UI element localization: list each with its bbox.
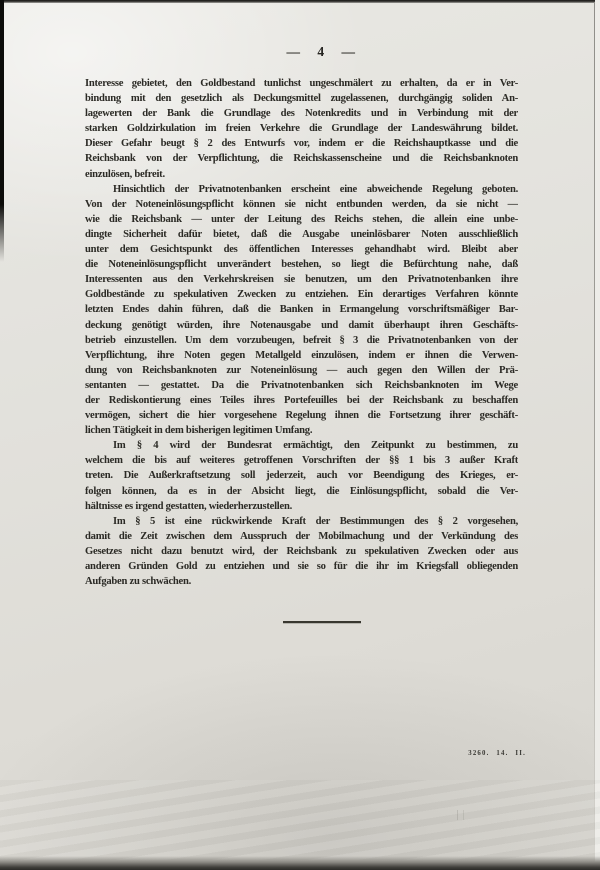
page-number: — 4 — [286, 44, 356, 59]
text-line: hältnisse es irgend gestatten, wiederherzustellen. [85, 500, 292, 512]
text-line: welchem die bis auf weiteres getroffenen Vorschriften der §§ 1 bis 3 außer Kraft [85, 455, 518, 467]
scan-edge-bottom [0, 856, 600, 870]
text-line: Im § 4 wird der Bundesrat ermächtigt, den Zeitpunkt zu bestimmen, zu [113, 440, 518, 452]
text-line: Interessenten aus den Verkehrskreisen sie benutzen, um den Privatnotenbanken ihre [85, 274, 518, 286]
text-line: Reichsbank von der Verpflichtung, die Reichskassenscheine und die Reichsbanknoten [85, 153, 518, 165]
text-line: der Rediskontierung eines Teiles ihres Portefeuilles bei der Reichsbank zu beschaffen [85, 394, 518, 406]
text-line: Verpflichtung, ihre Noten gegen Metallgeld einzulösen, indem er ihnen die Verwen- [85, 349, 518, 361]
scan-edge-top [0, 0, 600, 3]
document-body [85, 76, 518, 589]
text-line: damit die Zeit zwischen dem Ausspruch der Mobilmachung und der Verkündung des [85, 530, 518, 542]
text-line: betrieb einzustellen. Um dem vorzubeugen, befreit § 3 die Privatnotenbanken von der [85, 334, 518, 346]
text-line: einzulösen, befreit. [85, 168, 165, 180]
text-line: letzten Endes dahin führen, daß die Banken in Ermangelung vorschriftsmäßiger Bar- [85, 304, 518, 316]
scan-edge-right-paper [595, 0, 600, 862]
paper-wrinkle-texture [0, 780, 600, 860]
text-line: unter dem Gesichtspunkt des öffentlichen Interesses gehandhabt wird. Bleibt aber [85, 244, 518, 256]
text-line: treten. Die Außerkraftsetzung soll jederzeit, auch vor Beendigung des Krieges, er- [85, 470, 518, 482]
text-line: die Noteneinlösungspflicht unverändert bestehen, so liegt die Befürchtung nahe, daß [85, 259, 518, 271]
text-line: Im § 5 ist eine rückwirkende Kraft der Bestimmungen des § 2 vorgesehen, [113, 515, 518, 527]
text-line: bindung mit den gesetzlich als Deckungsmittel zugelassenen, durchgängig soliden An- [85, 93, 518, 105]
text-line: lichen Tätigkeit in dem bisherigen legitimen Umfang. [85, 425, 313, 437]
text-line: sentanten — gestattet. Da die Privatnotenbanken sich Reichsbanknoten im Wege [85, 379, 518, 391]
text-line: lagewerten der Bank die Grundlage des Notenkredits und in Verbindung mit der [85, 108, 518, 120]
text-line: Hinsichtlich der Privatnotenbanken erscheint eine abweichende Regelung geboten. [113, 183, 518, 195]
text-line: Von der Noteneinlösungspflicht können sie nicht entbunden werden, da sie nicht — [85, 198, 518, 210]
scan-edge-right [594, 2, 595, 858]
text-line: Gesetzes nicht dazu benutzt wird, der Reichsbank zu spekulativen Zwecken oder aus [85, 545, 518, 557]
scan-edge-left [0, 0, 4, 262]
section-divider [283, 621, 361, 623]
text-line: Aufgaben zu schwächen. [85, 576, 192, 588]
text-line: dung von Reichsbanknoten zur Noteneinlösung — auch gegen den Willen der Prä- [85, 364, 518, 376]
text-line: dingte Sicherheit dafür bietet, daß die Ausgabe uneinlösbarer Noten ausschließlich [85, 228, 518, 240]
text-line: Dieser Gefahr beugt § 2 des Entwurfs vor, indem er die Reichshauptkasse und die [85, 138, 518, 150]
text-line: wie die Reichsbank — unter der Leitung des Reichs stehen, die allein eine unbe- [85, 213, 518, 225]
text-line: vermögen, sichert die hier vorgesehene Regelung ihnen die Fortsetzung ihrer geschäft- [85, 410, 518, 422]
text-line: deckung genötigt würden, ihre Notenausgabe und damit überhaupt ihren Geschäfts- [85, 319, 518, 331]
text-line: anderen Gründen Gold zu entziehen und sie so für die ihr im Kriegsfall obliegenden [85, 561, 518, 572]
paper-smudge [457, 810, 464, 820]
text-line: Interesse gebietet, den Goldbestand tunlichst ungeschmälert zu erhalten, da er in Ver- [85, 78, 518, 89]
text-line: folgen können, da es in der Absicht liegt, die Einlösungspflicht, sobald die Ver- [85, 485, 518, 497]
text-line: starken Goldzirkulation im freien Verkehre die Grundlage der Landeswährung bildet. [85, 123, 518, 135]
print-order-mark: 3260. 14. II. [468, 750, 526, 757]
text-line: Goldbestände zu spekulativen Zwecken zu entziehen. Ein derartiges Verfahren könnte [85, 289, 518, 301]
